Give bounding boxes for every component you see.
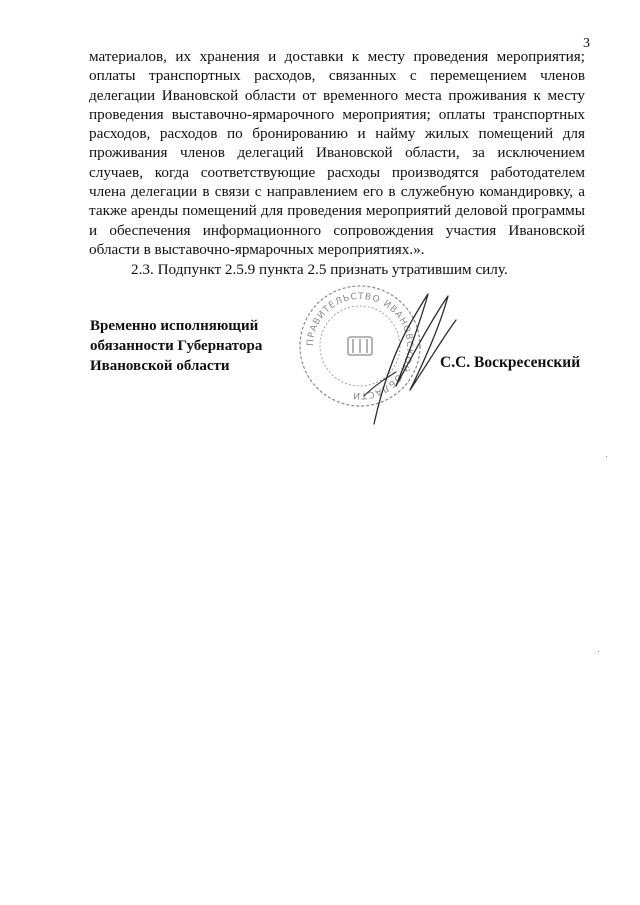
margin-dot bbox=[606, 456, 607, 457]
paragraph-item-2-3: 2.3. Подпункт 2.5.9 пункта 2.5 признать утратившим силу. bbox=[131, 261, 508, 279]
margin-dot bbox=[598, 651, 599, 652]
page-number: 3 bbox=[583, 36, 590, 51]
signer-position-line-1: Временно исполняющий bbox=[90, 318, 259, 334]
paragraph-continuation: материалов, их хранения и доставки к месту проведения мероприятия; оплаты транспортных расходов, связанных с перемещением членов делегации Ивановской области от временного места проживания к месту проведения выставочно-ярмарочного мероприятия; оплаты транспортных расходов, расходов по бронированию и найму жилых помещений для проживания членов делегаций Ивановской области, за исключением случаев, когда соответствующие расходы производятся работодателем члена делегации в связи с направлением его в служебную командировку, а также аренды помещений для проведения мероприятий деловой программы и обеспечения информационного сопровождения участия Ивановской области в выставочно-ярмарочных мероприятиях.». bbox=[89, 48, 585, 258]
signer-position bbox=[90, 316, 300, 376]
signer-name: С.С. Воскресенский bbox=[440, 354, 581, 371]
signer-position-line-3: Ивановской области bbox=[90, 358, 230, 374]
seal-text-path: ПРАВИТЕЛЬСТВО ИВАНОВСКОЙ ОБЛАСТИ bbox=[305, 291, 415, 401]
signer-position-line-2: обязанности Губернатора bbox=[90, 338, 263, 354]
document-body bbox=[89, 47, 585, 280]
